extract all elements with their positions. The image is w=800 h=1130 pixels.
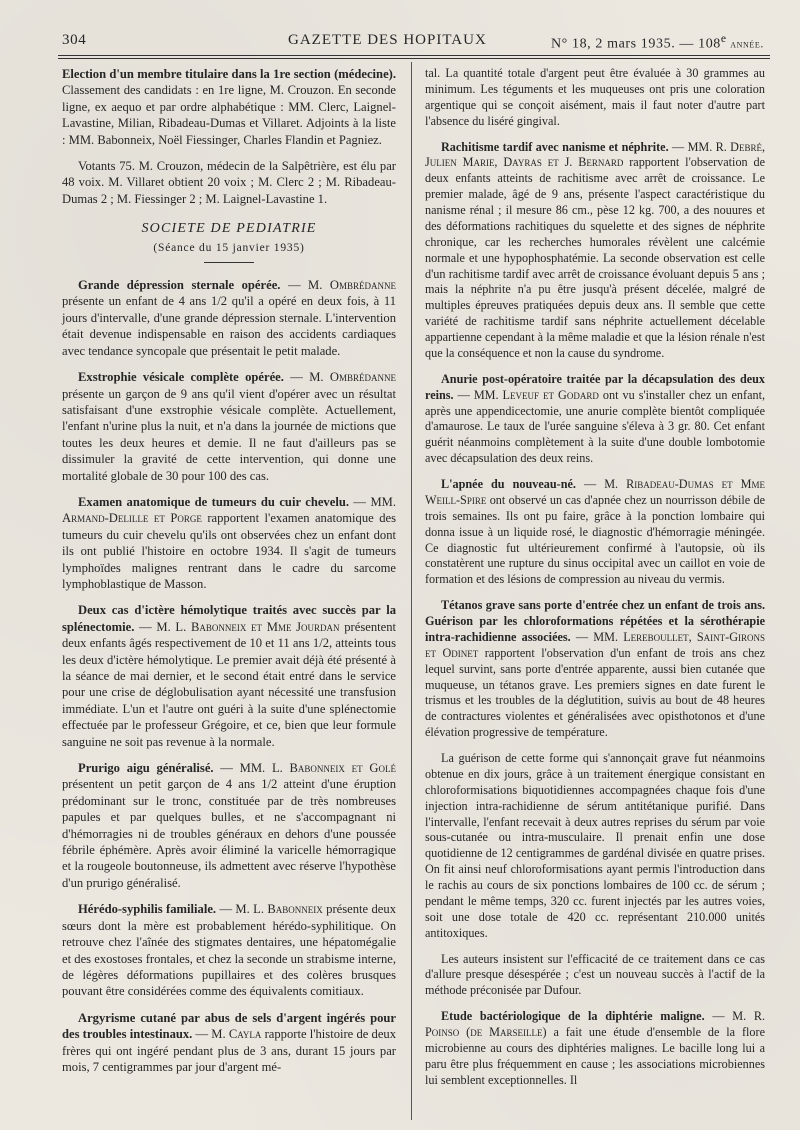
- article-title: Argyrisme cutané par abus de sels d'argent ingérés pour des troubles intestinaux.: [62, 1010, 396, 1042]
- article-text: rapportent l'observation de deux enfants atteints de rachitisme avec arrêt de croissance. Le premier malade, âgé de 9 ans, présente l'aspect caractéristique du nanisme rénal ; il mesure 86 cm., pèse 12 kg. 700, a des nouures et des déformations rachitiques du squelette et des signes de néphrite chronique, car les recherches humorales révèlent une calcémie normale et une hypophosphatémie. La seconde observation est celle d'un rachitisme tardif avec arrêt de croissance évoluant depuis 5 ans ; mais la néphrite n'a pu être jusqu'à présent décelée, malgré de multiples épreuves pratiquées depuis deux ans. Il semble que cette variété de rachitisme tardif sans néphrite actuellement décelable appartienne cependant à la même maladie et que la lésion rénale n'est que la conséquence et non la cause du syndrome.: [425, 155, 766, 360]
- article-text: rapportent l'observation d'un enfant de trois ans chez lequel survint, sans porte d'entrée apparente, aussi bien cutanée que muqueuse, un tétanos grave. Les premiers signes en date furent le trismus et les troubles de la déglutition, suivis au bout de 48 heures de contractures violentes et généralisées avec opisthotonos et d'une élévation progressive de température.: [425, 645, 765, 740]
- article-title: Prurigo aigu généralisé.: [78, 761, 214, 776]
- election-text: Classement des candidats : en 1re ligne, M. Crouzon. En seconde ligne, ex aequo et par ordre alphabétique : MM. Clerc, Laignel-Lavastine, Milian, Ribadeau-Dumas et Villaret. Adjoints à la liste : MM. Babonneix, Noël Fiessinger, Charles Flandin et Pagniez.: [62, 83, 396, 147]
- article-title: Anurie post-opératoire traitée par la décapsulation des deux reins.: [425, 371, 765, 402]
- article-item: Exstrophie vésicale complète opérée. — M. Ombrédanne présente un garçon de 9 ans qu'il vient d'opérer avec un résultat satisfaisant d'une exstrophie vésicale complète. Actuellement, l'enfant n'urine plus la nuit, et n'a dans la journée de mictions que toutes les deux heures et demie. Il ne faut d'ailleurs pas se dissimuler la gravité de cette intervention, qui donne une mortalité globale de 30 pour 100 des cas.: [62, 370, 397, 483]
- article-item: Tétanos grave sans porte d'entrée chez un enfant de trois ans. Guérison par les chloroformations répétées et la sérothérapie intra-rachidienne associées. — MM. Lereboullet, Saint-Girons et Odinet rapportent l'observation d'un enfant de trois ans chez lequel survint, sans porte d'entrée apparente, aussi bien cutanée que muqueuse, un tétanos grave. Les premiers signes en date furent le trismus et les troubles de la déglutition, suivis au bout de 48 heures de contractures violentes et généralisées avec opisthotonos et d'une élévation progressive de température.: [425, 598, 766, 740]
- session-date: (Séance du 15 janvier 1935): [153, 241, 305, 254]
- left-column: [62, 66, 396, 1085]
- article-text: ont vu s'installer chez un enfant, après une appendicectomie, une anurie complète bientôt compliquée d'amaurose. Le taux de l'urée sanguine s'éleva à 3 gr. 80. Cet enfant guérit néanmoins complètement à la suite d'une double lombotomie avec décapsulation des deux reins.: [425, 387, 766, 466]
- article-title: L'apnée du nouveau-né.: [441, 477, 576, 491]
- article-text: rapporte l'histoire de deux frères qui ont ingéré pendant plus de 3 ans, durant 15 jours par mois, 7 centigrammes par jour d'argent mé-: [62, 1027, 396, 1074]
- article-item: Examen anatomique de tumeurs du cuir chevelu. — MM. Armand-Delille et Porge rapportent l'examen anatomique des tumeurs du cuir chevelu qu'ils ont observées chez un enfant dont ils ont publié l'histoire en octobre 1934. Il s'agit de tumeurs lymphoïdes malignes rentrant dans le cadre du sarcome lymphoblastique de Masson.: [62, 494, 396, 591]
- article-item: Prurigo aigu généralisé. — MM. L. Babonneix et Golé présentent un petit garçon de 4 ans 1/2 atteint d'une éruption prédominant sur le tronc, constituée par de très nombreuses papules et par quelques bulles, et ne s'accompagnant ni d'hémorragies ni de troubles généraux en dehors d'une poussée fébrile éphémère. Après avoir éliminé la varicelle hémorragique et la rougeole boutonneuse, ils admettent avec réserve l'hypothèse d'un prurigo généralisé.: [62, 761, 396, 890]
- article-title: Rachitisme tardif avec nanisme et néphrite.: [441, 139, 669, 154]
- issue-ordinal: e: [720, 32, 727, 45]
- article-author: MM. L. Babonneix et Golé: [239, 761, 396, 776]
- article-item: L'apnée du nouveau-né. — M. Ribadeau-Dumas et Mme Weill-Spire ont observé un cas d'apnée chez un nourrisson débile de trois semaines. Ils ont pu faire, grâce à la ponction lombaire qui donna issue à un liquide rosé, le diagnostic d'hémorragie méningée. Ce diagnostic fut ultérieurement confirmé à l'autopsie, où ils constatèrent une rupture du sinus occipital avec un caillot en voie de formation et des lésions de compression au niveau du vermis.: [425, 477, 766, 587]
- article-text: présente deux sœurs dont la mère est probablement hérédo-syphilitique. On retrouve chez l'aînée des stigmates dentaires, une hépatomégalie et des exostoses frontales, et chez la seconde un strabisme interne, de légères déformations pupillaires et des colères brusques pouvant être considérées comme des équivalents comitiaux.: [62, 902, 396, 999]
- issue-date: N° 18, 2 mars 1935. — 108: [550, 36, 721, 52]
- article-text: présentent un petit garçon de 4 ans 1/2 atteint d'une éruption prédominant sur le tronc, constituée par de très nombreuses papules et par quelques bulles, et ne s'accompagnant ni d'hémorragies ni de troubles généraux en dehors d'une poussée fébrile éphémère. Après avoir éliminé la varicelle hémorragique et la rougeole boutonneuse, ils admettent avec réserve l'hypothèse d'un prurigo généralisé.: [62, 777, 396, 890]
- society-heading: SOCIETE DE PEDIATRIE: [141, 221, 317, 237]
- article-author: M. L. Babonneix et Mme Jourdan: [156, 619, 340, 634]
- column-divider: [411, 62, 412, 1120]
- issue-year-label: année.: [726, 36, 764, 51]
- article-text: ont observé un cas d'apnée chez un nourrisson débile de trois semaines. Ils ont pu faire, grâce à la ponction lombaire qui donna issue à un liquide rosé, le diagnostic d'hémorragie méningée. Ce diagnostic fut ultérieurement confirmé à l'autopsie, où ils constatèrent une rupture du sinus occipital avec un caillot en voie de formation et des lésions de compression au niveau du vermis.: [425, 492, 766, 587]
- article-author: MM. Leveuf et Godard: [473, 387, 599, 402]
- continued-text: tal. La quantité totale d'argent peut être évaluée à 30 grammes au minimum. Les téguments et les muqueuses ont pris une coloration argentique qui se conçoit aisément, mais il faut noter d'autre part l'absence du liséré gingival.: [425, 66, 765, 128]
- election-paragraph: [62, 66, 396, 148]
- article-item: Grande dépression sternale opérée. — M. Ombrédanne présente un enfant de 4 ans 1/2 qu'il a opéré en deux fois, à 11 jours d'intervalle, d'une grande dépression sternale. L'intervention était devenue indispensable en raison des accidents cardiaques avec tendance syncopale que présentait le petit malade.: [62, 278, 396, 358]
- issue-info: [551, 32, 764, 53]
- article-item: Rachitisme tardif avec nanisme et néphrite. — MM. R. Debré, Julien Marie, Dayras et J. Bernard rapportent l'observation de deux enfants atteints de rachitisme avec arrêt de croissance. Le premier malade, âgé de 9 ans, présente l'aspect caractéristique du nanisme rénal ; il mesure 86 cm., pèse 12 kg. 700, a des nouures et des déformations rachitiques du squelette et des signes de néphrite chronique, car les recherches humorales révèlent une calcémie normale et une hypophosphatémie. La seconde observation est celle d'un rachitisme tardif avec arrêt de croissance évoluant depuis 5 ans ; mais la néphrite n'a pu être jusqu'à présent décelée, malgré de multiples épreuves pratiquées depuis deux ans. Il semble que cette variété de rachitisme tardif sans néphrite actuellement décelable appartienne cependant à la même maladie et que la lésion rénale n'est que la conséquence et non la cause du syndrome.: [425, 139, 766, 360]
- article-text: a fait une étude d'ensemble de la flore microbienne au cours des diphtéries malignes. Le bacille long lui a paru être plus fréquemment en cause ; les associations microbiennes lui semblent exceptionnelles. Il: [425, 1025, 765, 1087]
- article-item: Anurie post-opératoire traitée par la décapsulation des deux reins. — MM. Leveuf et Godard ont vu s'installer chez un enfant, après une appendicectomie, une anurie complète bientôt compliquée d'amaurose. Le taux de l'urée sanguine s'éleva à 3 gr. 80. Cet enfant guérit néanmoins complètement à la suite d'une double lombotomie avec décapsulation des deux reins.: [425, 371, 766, 466]
- article-author: MM. R. Debré, Julien Marie, Dayras et J. Bernard: [425, 139, 766, 170]
- article-text: présentent deux enfants âgés respectivement de 10 et 11 ans 1/2, atteints tous les deux d'ictère hémolytique. Le premier avait déjà été présenté à la séance de mai dernier, et le second était entré dans le service pour une crise de déglobulisation ayant nécessité une transfusion immédiate. L'un et l'autre ont guéri à la suite d'une splénectomie effectuée par le professeur Grégoire, et ce, bien que leur formule sanguine ne soit pas revenue à la normale.: [62, 619, 397, 749]
- article-text: présente un enfant de 4 ans 1/2 qu'il a opéré en deux fois, à 11 jours d'intervalle, d'une grande dépression sternale. L'intervention était devenue indispensable en raison des accidents cardiaques avec tendance syncopale que présentait le petit malade.: [62, 294, 396, 358]
- article-paragraph: La guérison de cette forme qui s'annonçait grave fut néanmoins obtenue en dix jours, grâce à un traitement énergique consistant en chloroformisations biquotidiennes accompagnées chaque fois d'une injection intra-rachidienne de sérum antitétanique purifié. Dans l'intervalle, l'enfant recevait à deux autres reprises du sérum par voie sous-cutanée ou intra-musculaire. Il prenait enfin une dose quotidienne de 12 centigrammes de gardénal divisée en quatre prises. On fit ainsi neuf chloroformisations ayant permis l'introduction dans le rachis au cours de six ponctions lombaires de 100 cc. de sérum ; pendant le même temps, 320 cc. furent injectés par les autres voies, soit une dose totale de 420 cc. représentant 210.000 unités antitoxiques.: [425, 751, 765, 940]
- article-title: Etude bactériologique de la diphtérie maligne.: [441, 1009, 705, 1024]
- article-paragraph: Les auteurs insistent sur l'efficacité de ce traitement dans ce cas d'allure presque désespérée ; c'est un nouveau succès à l'actif de la méthode préconisée par Dufour.: [425, 951, 765, 998]
- election-votes: Votants 75. M. Crouzon, médecin de la Salpêtrière, est élu par 48 voix. M. Villaret obtient 20 voix ; M. Clerc 2 ; M. Ribadeau-Dumas 2 ; M. Fiessinger 2 ; M. Laignel-Lavastine 1.: [62, 159, 396, 206]
- article-item: Deux cas d'ictère hémolytique traités avec succès par la splénectomie. — M. L. Babonneix et Mme Jourdan présentent deux enfants âgés respectivement de 10 et 11 ans 1/2, atteints tous les deux d'ictère hémolytique. Le premier avait déjà été présenté à la séance de mai dernier, et le second était entré dans le service pour une crise de déglobulisation ayant nécessité une transfusion immédiate. L'un et l'autre ont guéri à la suite d'une splénectomie effectuée par le professeur Grégoire, et ce, bien que leur formule sanguine ne soit pas revenue à la normale.: [62, 603, 397, 749]
- article-title: Examen anatomique de tumeurs du cuir chevelu.: [78, 494, 349, 509]
- article-title: Tétanos grave sans porte d'entrée chez un enfant de trois ans. Guérison par les chloroformations répétées et la sérothérapie intra-rachidienne associées.: [425, 598, 765, 644]
- article-author: M. Ombrédanne: [309, 370, 397, 385]
- section-rule: [204, 262, 254, 263]
- article-item: Etude bactériologique de la diphtérie maligne. — M. R. Poinso (de Marseille) a fait une étude d'ensemble de la flore microbienne au cours des diphtéries malignes. Le bacille long lui a paru être plus fréquemment en cause ; les associations microbiennes lui semblent exceptionnelles. Il: [425, 1009, 765, 1087]
- election-title: Election d'un membre titulaire dans la 1re section (médecine).: [62, 67, 396, 81]
- article-title: Exstrophie vésicale complète opérée.: [78, 370, 284, 385]
- article-title: Grande dépression sternale opérée.: [78, 278, 281, 293]
- article-text: présente un garçon de 9 ans qu'il vient d'opérer avec un résultat satisfaisant d'une exstrophie vésicale complète. Actuellement, l'enfant n'urine plus la nuit, et n'a dans la journée de mictions que toutes les deux heures et demie. Il ne faut d'ailleurs pas se dissimuler la gravité de cette intervention, qui donne une mortalité globale de 30 pour 100 des cas.: [62, 386, 396, 483]
- article-author: MM. Armand-Delille et Porge: [62, 494, 396, 526]
- article-item: Hérédo-syphilis familiale. — M. L. Babonneix présente deux sœurs dont la mère est probablement hérédo-syphilitique. On retrouve chez l'aînée des stigmates dentaires, une hépatomégalie et des exostoses frontales, et chez la seconde un strabisme interne, de légères déformations pupillaires et des colères brusques pouvant être considérées comme des équivalents comitiaux.: [62, 902, 396, 999]
- page-header: [58, 28, 770, 52]
- journal-title: GAZETTE DES HOPITAUX: [288, 32, 487, 48]
- page-number: 304: [62, 32, 87, 48]
- article-author: M. Ribadeau-Dumas et Mme Weill-Spire: [425, 477, 766, 507]
- article-title: Deux cas d'ictère hémolytique traités avec succès par la splénectomie.: [62, 603, 396, 634]
- article-title: Hérédo-syphilis familiale.: [78, 902, 217, 917]
- article-author: M. Cayla: [211, 1027, 262, 1042]
- article-author: M. R. Poinso (de Marseille): [425, 1009, 765, 1039]
- right-column: [425, 66, 765, 1099]
- article-author: M. L. Babonneix: [235, 902, 323, 917]
- article-item: Argyrisme cutané par abus de sels d'argent ingérés pour des troubles intestinaux. — M. Cayla rapporte l'histoire de deux frères qui ont ingéré pendant plus de 3 ans, durant 15 jours par mois, 7 centigrammes par jour d'argent mé-: [62, 1010, 396, 1074]
- article-author: MM. Lereboullet, Saint-Girons et Odinet: [425, 629, 766, 660]
- article-author: M. Ombrédanne: [308, 278, 396, 293]
- header-rule: [58, 55, 770, 59]
- article-text: rapportent l'examen anatomique des tumeurs du cuir chevelu qu'ils ont observées chez un enfant dont ils ont publié l'histoire en octobre 1934. Il s'agit de tumeurs lymphoïdes malignes rentrant dans le cadre du sarcome lymphoblastique de Masson.: [62, 511, 396, 591]
